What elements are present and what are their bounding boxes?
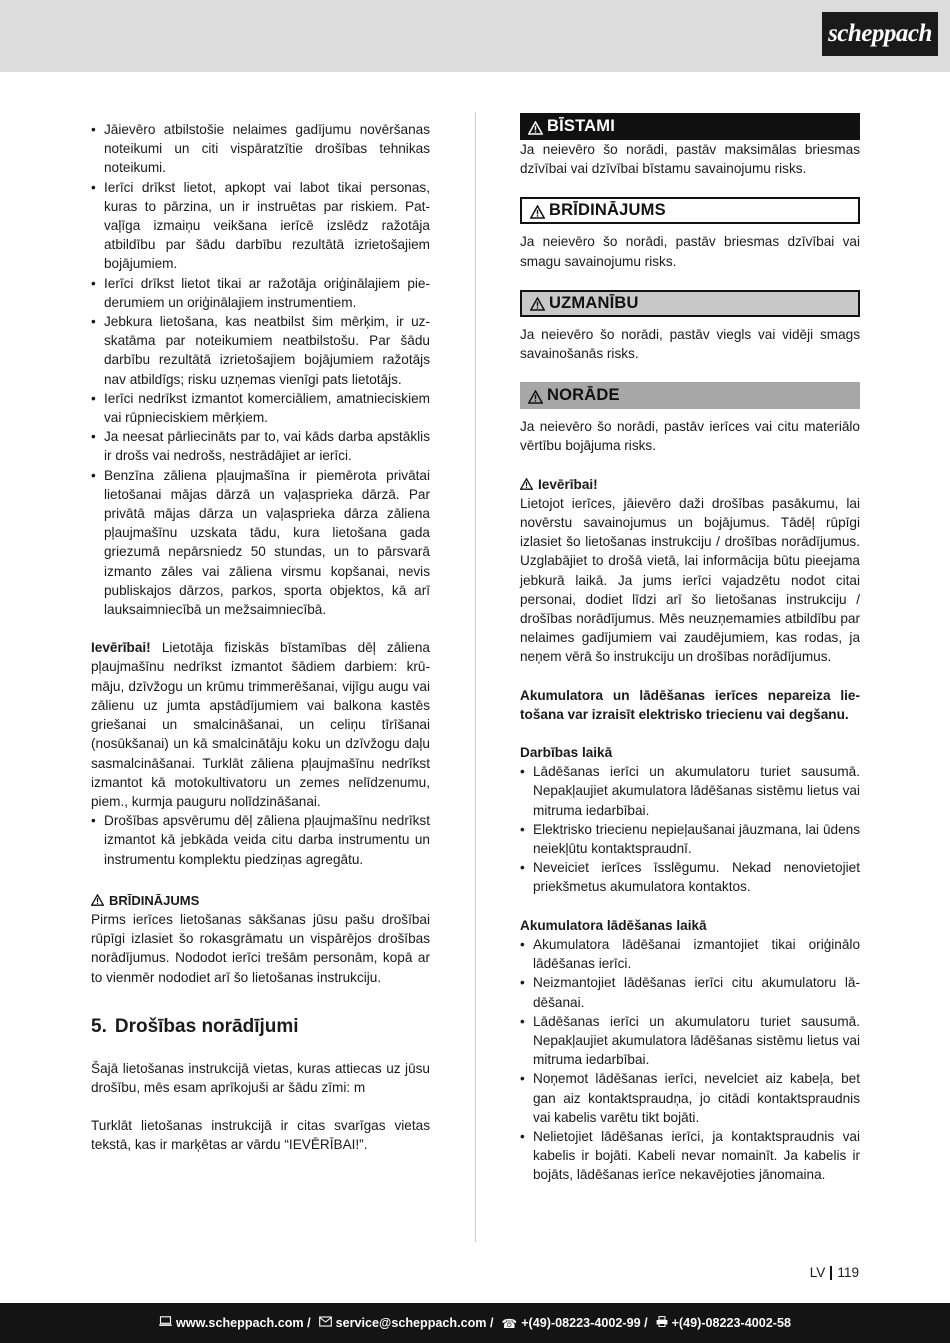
hazard-label: UZMANĪBU <box>549 293 639 312</box>
attention-label: Ievērībai! <box>91 640 151 656</box>
hazard-danger-box <box>520 113 860 140</box>
header-bar <box>0 0 950 72</box>
list-item: • Noņemot lādēšanas ierīci, nevelciet aiz kabeļa, bet gan aiz kontaktspraudņa, jo citādi kontaktspraudnis vai kabelis varētu tikt bojāti. <box>520 1069 860 1127</box>
bullet-list-general <box>91 120 430 619</box>
attention-paragraph <box>91 638 430 811</box>
during-charging-heading: Akumulatora lādēšanas laikā <box>520 917 707 933</box>
left-column <box>91 120 430 1155</box>
footer-website[interactable]: www.scheppach.com / <box>176 1316 311 1330</box>
list-item: • Ierīci drīkst lietot, apkopt vai labot tikai personas, kuras to pārzina, un ir instruētas par riskiem. Patvaļīga izmaiņu veikšana ierīcē izslēdz ražotāja atbildību par šādu darbību rezultātā izrietošajiem bojājumiem. <box>91 178 430 274</box>
warning-heading <box>91 891 430 910</box>
phone-icon: ☎ <box>501 1316 518 1331</box>
mail-icon <box>319 1316 332 1330</box>
during-operation-list <box>520 762 860 896</box>
section-number: 5. <box>91 1015 107 1037</box>
warning-triangle-icon <box>528 390 541 402</box>
warning-triangle-icon <box>91 894 104 906</box>
hazard-label: BĪSTAMI <box>547 116 616 135</box>
right-column <box>520 113 860 1185</box>
warning-triangle-icon <box>528 121 541 133</box>
hazard-label: NORĀDE <box>547 386 620 405</box>
page-number-separator <box>830 1266 832 1280</box>
hazard-note-box <box>520 382 860 409</box>
computer-icon <box>159 1316 172 1330</box>
fax-icon <box>656 1316 668 1330</box>
section-paragraph-1: Šajā lietošanas instrukcijā vietas, kuras attiecas uz jūsu drošību, mēs esam aprīkojuši ar šādu zīmi: m <box>91 1060 430 1095</box>
hazard-caution-box <box>520 290 860 317</box>
list-item: • Neveiciet ierīces īsslēgumu. Nekad nenovietojiet priekšmetus akumulatora kontaktos. <box>520 858 860 896</box>
battery-warning: Akumulatora un lādēšanas ierīces nepareiza lietošana var izraisīt elektrisko triecienu vai degšanu. <box>520 687 860 722</box>
attention-text: Lietotāja fiziskās bīstamības dēļ zāliena pļaujmašīnu nedrīkst izmantot šādiem darbiem: krūmāju, dzīvžogu un krūmu trimmerēšanai, vijīgu augu vai zālienu uz jumta apstādījumiem vai balkona kastēs griešanai un smalcināšanai, un celiņu tīrīšanai (nosūkšanai) un kā smalcinātāju koku un dzīvžogu daļu sasmalcināšanai. Turklāt zāliena pļaujmašīnu nedrīkst izmantot kā motokultivatoru un zemes nelīdzenumu, piem., kurmja pauguru nolīdzināšanai. <box>91 640 430 809</box>
warning-triangle-icon <box>520 478 533 490</box>
list-item: • Benzīna zāliena pļaujmašīna ir piemērota privātai lietošanai mājas dārzā un vaļasprieka dārzā. Par privātā mājas dārza un vaļasprieka dārza zāliena pļaujmašīnu uzskata tādu, kura lietošana gada griezumā nepārsniedz 50 stundas, un to pārsvarā izmanto zāles vai zāliena virsmu kopšanai, nevis publiskajos dārzos, parkos, sporta objektos, kā arī lauksaimniecībā un mežsaimniecībā. <box>91 466 430 620</box>
list-item: • Ierīci drīkst lietot tikai ar ražotāja oriģinālajiem piederumiem un oriģinālajiem instrumentiem. <box>91 274 430 312</box>
section-heading <box>91 1015 430 1039</box>
page-language: LV <box>809 1265 826 1280</box>
attention-heading <box>520 475 860 494</box>
page-number <box>810 1265 859 1280</box>
attention-heading-text: Ievērībai! <box>538 476 598 492</box>
list-item: • Nelietojiet lādēšanas ierīci, ja kontaktspraudnis vai kabelis ir bojāti. Kabeli nevar nomainīt. Ja kabelis ir bojāts, lādēšanas ierīce nekavējoties jānomaina. <box>520 1127 860 1185</box>
footer-email[interactable]: service@scheppach.com / <box>335 1316 494 1330</box>
list-item: • Lādēšanas ierīci un akumulatoru turiet sausumā. Nepakļaujiet akumulatora lādēšanas sistēmu lietus vai mitruma iedarbībai. <box>520 1012 860 1070</box>
hazard-description: Ja neievēro šo norādi, pastāv briesmas dzīvībai vai smagu savainojumu risks. <box>520 234 860 269</box>
list-item: • Jāievēro atbilstošie nelaimes gadījumu novēršanas noteikumi un citi vispāratzītie drošības tehnikas noteikumi. <box>91 120 430 178</box>
list-item: • Neizmantojiet lādēšanas ierīci citu akumulatoru lādēšanai. <box>520 973 860 1011</box>
footer-bar <box>0 1303 950 1343</box>
footer-fax: +(49)-08223-4002-58 <box>671 1316 791 1330</box>
column-divider <box>475 112 476 1242</box>
bullet-list-drive <box>91 811 430 869</box>
page-number-value: 119 <box>837 1265 859 1280</box>
warning-heading-text: BRĪDINĀJUMS <box>109 892 200 908</box>
hazard-description: Ja neievēro šo norādi, pastāv viegls vai vidēji smags savainošanās risks. <box>520 326 860 362</box>
footer-phone: +(49)-08223-4002-99 / <box>521 1316 648 1330</box>
list-item: • Elektrisko triecienu nepieļaušanai jāuzmana, lai ūdens neiekļūtu kontaktspraudnī. <box>520 820 860 858</box>
attention-text: Lietojot ierīces, jāievēro daži drošības pasākumu, lai novērstu savainojumus un bojājumus. Tādēļ rūpīgi izlasiet šo lietošanas instrukciju / drošības norādījumus. Uzglabājiet to drošā vietā, lai informācija būtu pieejama jebkurā laikā. Ja jums ierīci vajadzētu nodot citai personai, dodiet līdzi arī šo lietošanas instrukciju / drošības norādījumus. Mēs neuzņemamies atbildību par nelaimes gadījumiem vai zaudējumiem, kas rodas, ja neņem vērā šo instrukciju un drošības norādījumus. <box>520 495 860 665</box>
scheppach-logo: scheppach <box>822 12 938 56</box>
hazard-label: BRĪDINĀJUMS <box>549 201 666 220</box>
section-paragraph-2: Turklāt lietošanas instrukcijā ir citas svarīgas vietas tekstā, kas ir marķētas ar vārdu “IEVĒRĪBAI!”. <box>91 1118 430 1153</box>
hazard-warning-box <box>520 197 860 224</box>
list-item: • Lādēšanas ierīci un akumulatoru turiet sausumā. Nepakļaujiet akumulatora lādēšanas sistēmu lietus vai mitruma iedarbībai. <box>520 762 860 820</box>
warning-text: Pirms ierīces lietošanas sākšanas jūsu pašu drošībai rūpīgi izlasiet šo rokasgrāmatu un vispārējos drošības norādījumus. Nododot ierīci trešām personām, kopā ar to vienmēr nododiet arī šo lietošanas instrukciju. <box>91 911 430 985</box>
list-item: • Ierīci nedrīkst izmantot komerciāliem, amatnieciskiem vai rūpnieciskiem mērķiem. <box>91 389 430 427</box>
list-item: • Akumulatora lādēšanai izmantojiet tikai oriģinālo lādēšanas ierīci. <box>520 935 860 973</box>
during-charging-list <box>520 935 860 1185</box>
during-operation-heading: Darbības laikā <box>520 745 613 761</box>
warning-triangle-icon <box>530 205 543 217</box>
hazard-description: Ja neievēro šo norādi, pastāv ierīces vai citu materiālo vērtību bojājuma risks. <box>520 419 860 454</box>
list-item: • Ja neesat pārliecināts par to, vai kāds darba apstāklis ir drošs vai nedrošs, nestrādājiet ar ierīci. <box>91 427 430 465</box>
list-item: • Drošības apsvērumu dēļ zāliena pļaujmašīnu nedrīkst izmantot kā jebkāda veida citu darba instrumentu un instrumentu komplektu piedziņas agregātu. <box>91 811 430 869</box>
section-title: Drošības norādījumi <box>114 1015 299 1037</box>
hazard-description: Ja neievēro šo norādi, pastāv maksimālas briesmas dzīvībai vai dzīvībai bīstamu savainojumu risks. <box>520 142 860 177</box>
list-item: • Jebkura lietošana, kas neatbilst šim mērķim, ir uzskatāma par noteikumiem neatbilstošu. Par šādu darbību rezultātā izrietošajiem bojājumiem ražotājs nav atbildīgs; risku uzņemas vienīgi pats lietotājs. <box>91 312 430 389</box>
warning-triangle-icon <box>530 297 543 309</box>
